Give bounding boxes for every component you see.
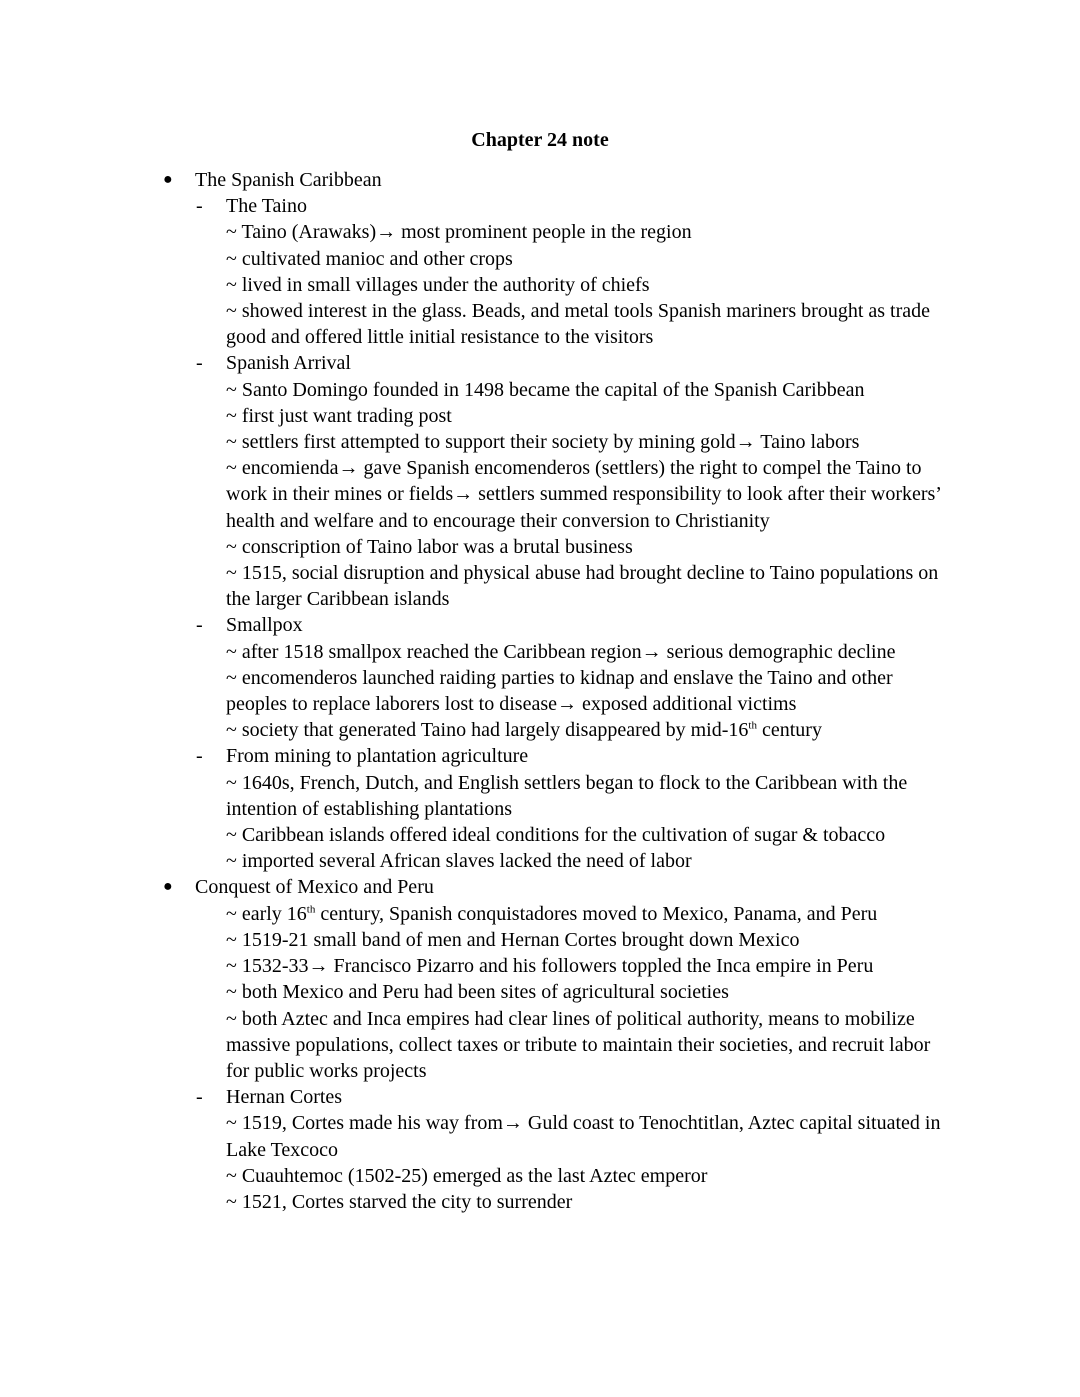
dash-icon: - <box>196 352 203 375</box>
note-item: ~ imported several African slaves lacked the need of labor <box>226 850 692 873</box>
note-item: ~ Taino (Arawaks)→ most prominent people in the region <box>226 221 692 244</box>
subsection-heading-text: Spanish Arrival <box>226 352 351 375</box>
subsection-heading <box>0 612 1080 638</box>
section-heading-text: The Spanish Caribbean <box>195 169 382 191</box>
dash-icon: - <box>196 614 203 637</box>
subsection-heading-text: The Taino <box>226 195 307 218</box>
note-item: ~ after 1518 smallpox reached the Caribbean region→ serious demographic decline <box>226 640 896 663</box>
bullet-icon: ● <box>163 171 173 188</box>
note-item: ~ showed interest in the glass. Beads, and metal tools Spanish mariners brought as trade good and offered little initial resistance to the visitors <box>226 300 931 349</box>
note-item: ~ conscription of Taino labor was a brutal business <box>226 535 633 558</box>
note-item: ~ cultivated manioc and other crops <box>226 247 513 270</box>
note-item: ~ 1521, Cortes starved the city to surrender <box>226 1190 573 1213</box>
subsection-heading <box>0 1084 1080 1110</box>
note-item: ~ 1532-33→ Francisco Pizarro and his followers toppled the Inca empire in Peru <box>226 955 874 978</box>
notes-body <box>0 167 1080 1215</box>
subsection-heading <box>0 350 1080 376</box>
note-item: ~ 1515, social disruption and physical abuse had brought decline to Taino populations on the larger Caribbean islands <box>226 562 939 611</box>
note-item: ~ both Aztec and Inca empires had clear lines of political authority, means to mobilize massive populations, collect taxes or tribute to maintain their societies, and recruit labor for public works projects <box>226 1007 931 1082</box>
note-item: ~ 1519-21 small band of men and Hernan Cortes brought down Mexico <box>226 928 800 951</box>
note-item: ~ Cuauhtemoc (1502-25) emerged as the last Aztec emperor <box>226 1164 708 1187</box>
note-item: ~ 1640s, French, Dutch, and English settlers began to flock to the Caribbean with the intention of establishing plantations <box>226 771 908 820</box>
dash-icon: - <box>196 745 203 768</box>
note-item: ~ lived in small villages under the authority of chiefs <box>226 273 650 296</box>
section-heading <box>0 874 1080 900</box>
page-title: Chapter 24 note <box>471 129 609 151</box>
note-item: ~ settlers first attempted to support their society by mining gold→ Taino labors <box>226 431 860 454</box>
subsection-heading-text: From mining to plantation agriculture <box>226 745 529 768</box>
dash-icon: - <box>196 1086 203 1109</box>
note-item: ~ first just want trading post <box>226 404 452 427</box>
dash-icon: - <box>196 195 203 218</box>
note-item: ~ early 16th century, Spanish conquistadores moved to Mexico, Panama, and Peru <box>226 902 878 925</box>
section-heading <box>0 167 1080 193</box>
section-heading-text: Conquest of Mexico and Peru <box>195 876 434 899</box>
bullet-icon: ● <box>163 878 173 896</box>
note-item: ~ Caribbean islands offered ideal conditions for the cultivation of sugar & tobacco <box>226 824 886 847</box>
note-item: ~ society that generated Taino had largely disappeared by mid-16th century <box>226 719 822 742</box>
subsection-heading-text: Hernan Cortes <box>226 1086 343 1109</box>
note-item: ~ encomenderos launched raiding parties to kidnap and enslave the Taino and other peoples to replace laborers lost to disease→ exposed additional victims <box>226 666 893 716</box>
note-item: ~ encomienda→ gave Spanish encomenderos (settlers) the right to compel the Taino to work in their mines or fields→ settlers summed responsibility to look after their workers’ health and welfare and to encourage their conversion to Christianity <box>226 457 941 532</box>
note-item: ~ Santo Domingo founded in 1498 became the capital of the Spanish Caribbean <box>226 378 865 401</box>
subsection-heading <box>0 193 1080 219</box>
subsection-heading <box>0 743 1080 769</box>
note-item: ~ 1519, Cortes made his way from→ Guld coast to Tenochtitlan, Aztec capital situated in Lake Texcoco <box>226 1112 941 1161</box>
subsection-heading-text: Smallpox <box>226 614 303 637</box>
note-item: ~ both Mexico and Peru had been sites of agricultural societies <box>226 981 729 1004</box>
